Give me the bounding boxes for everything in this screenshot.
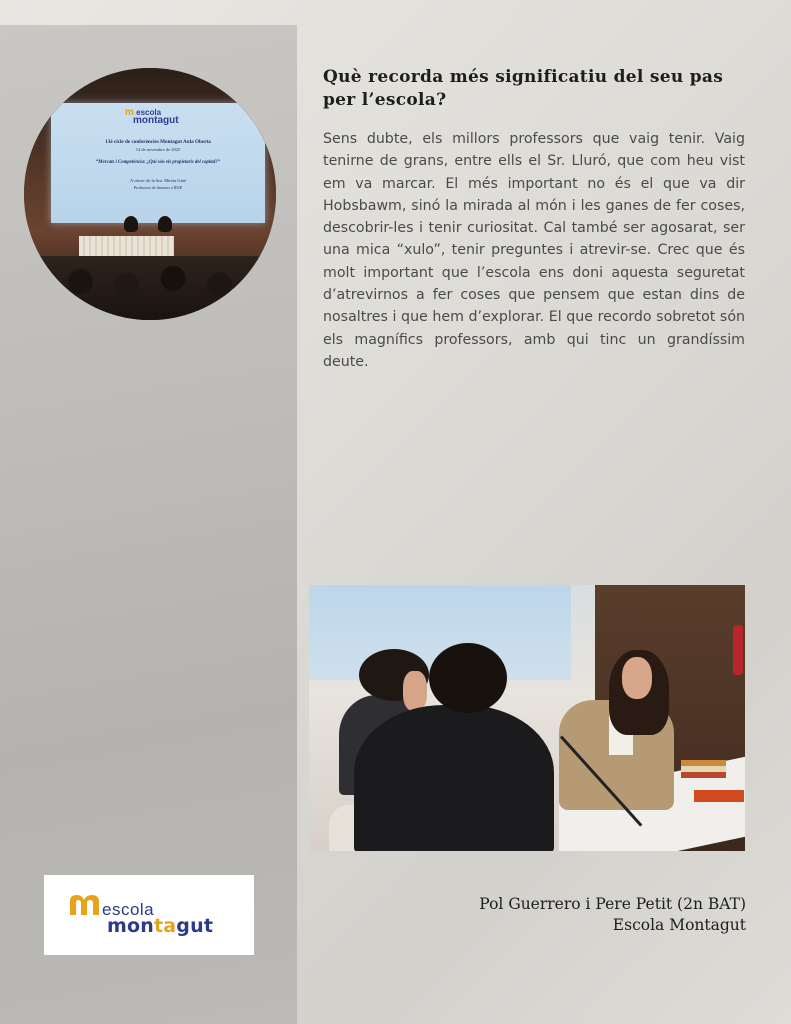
slide-title: 13è cicle de conferències Montagut Aula Oberta: [105, 139, 211, 145]
student-2-hair: [429, 643, 507, 713]
projection-screen: [51, 103, 265, 223]
speaker-silhouette: [124, 216, 138, 232]
interviewee-face: [622, 657, 652, 699]
student-1-face: [403, 671, 427, 711]
logo-escola-text: escola: [102, 900, 155, 919]
logo-m-icon: [68, 893, 104, 917]
fire-extinguisher: [733, 625, 743, 675]
slide-logo: m escola montagut: [125, 107, 179, 126]
logo-text-part: gut: [176, 915, 214, 937]
credit-school: Escola Montagut: [612, 916, 746, 934]
slide-speaker-role: Professora de finances a IESE: [133, 185, 183, 190]
student-2-body: [354, 705, 554, 851]
slide-date: 14 de novembre de 2025: [135, 147, 181, 152]
article-heading: Què recorda més significatiu del seu pas per l’escola?: [323, 67, 724, 110]
article-body: Sens dubte, els millors professors que vaig tenir. Vaig tenirne de grans, entre ells el Sr. Lluró, que com heu vist em va marcar. El més important no és el que va dir Hobsbawm, sinó la mirada al món i les ganes de fer coses, descobrir-les i tenir curiositat. Cal també ser agosarat, ser una mica “xulo”, tenir preguntes i atrevir-se. Crec que és molt important que l’escola ens doni aquesta seguretat d’atrevirnos a fer coses que pensem que estan dins de nosaltres i que hem d’explorar. El que recordo sobretot són els magnífics professors, amb qui tinc un grandíssim deute.: [323, 131, 745, 370]
slide-logo-montagut: montagut: [133, 115, 179, 126]
logo-text-part: mon: [107, 915, 154, 937]
book-stack: [681, 760, 726, 778]
logo-text-accent: ta: [153, 915, 177, 937]
red-book: [694, 790, 744, 802]
slide-speaker: A càrrec de la Sra. Mireia Giné: [129, 178, 187, 183]
school-logo: [44, 875, 254, 955]
audience: [34, 256, 266, 320]
conference-photo: [24, 68, 276, 320]
interview-photo: [309, 585, 745, 851]
speaker-silhouette: [158, 216, 172, 232]
logo-montagut-text: [107, 915, 213, 937]
slide-subtitle: “Mercats i Competència: ¿Qui són els propietaris del capital?”: [95, 160, 221, 165]
article-credit: [479, 894, 746, 936]
slide-logo-escola: escola: [136, 108, 162, 117]
credit-authors: Pol Guerrero i Pere Petit (2n BAT): [479, 895, 746, 913]
